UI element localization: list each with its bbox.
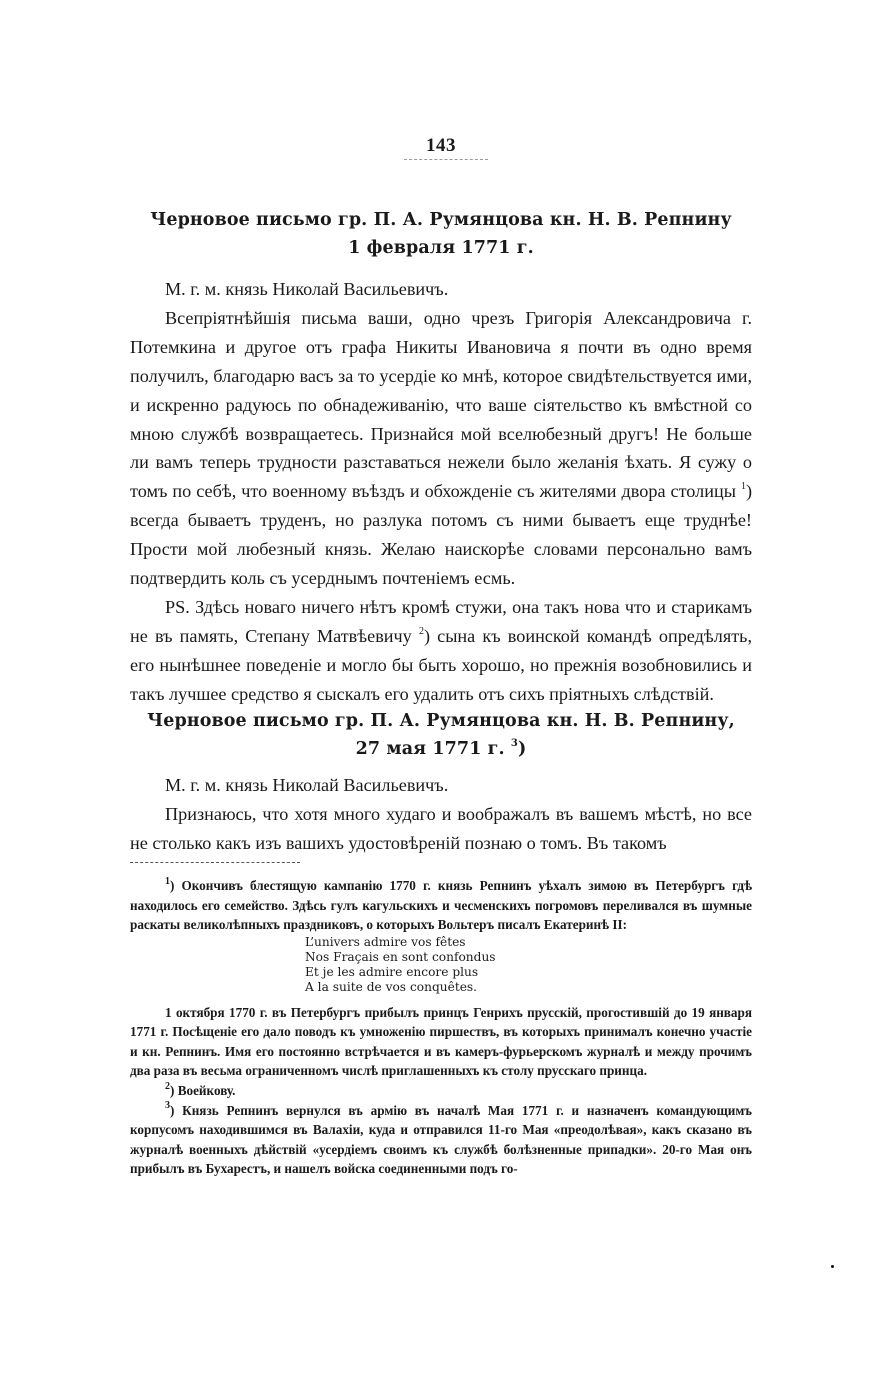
letter2-heading-title: Черновое письмо гр. П. А. Румянцова кн. Н. В. Репнину, [147, 711, 735, 731]
letter1-heading [130, 206, 752, 262]
letter1-paragraph-text: Всепріятнѣйшія письма ваши, одно чрезъ Григорія Александровича г. Потемкина и другое отъ графа Никиты Ивановича я почти въ одно время получилъ, благодарю васъ за то усердіе ко мнѣ, которое свидѣтельствуется ими, и искренно радуюсь по обнадеживанію, что ваше сіятельство къ вмѣстной со мною службѣ возвращаетесь. Признайся мой вселюбезный другъ! Не больше ли вамъ теперь трудности разставаться нежели было желанія ѣхать. Я сужу о томъ по себѣ, что военному въѣздъ и обхожденіе съ жителями двора столицы [130, 307, 752, 502]
letter1-body [130, 275, 752, 709]
footnote-1-continuation: 1 октября 1770 г. въ Петербургъ прибылъ принцъ Генрихъ прусскій, прогостившій до 19 января 1771 г. Посѣщеніе его дало поводъ къ умноженію пиршествъ, въ которыхъ принималъ конечно участіе и кн. Репнинъ. Имя его постоянно встрѣчается и въ камеръ-фурьерскомъ журналѣ и между прочимъ два раза въ весьма ограниченномъ числѣ приглашенныхъ къ столу прусскаго принца. [130, 1004, 752, 1079]
footnote-3-marker: 3 [165, 1100, 170, 1112]
letter1-salutation: М. г. м. князь Николай Васильевичъ. [165, 279, 449, 299]
footnote-ref-2[interactable]: 2 [418, 625, 424, 637]
letter2-heading-date: 27 мая 1771 г. [355, 739, 505, 759]
paren: ) [517, 739, 527, 759]
voltaire-verse [305, 935, 752, 996]
scan-speck [831, 1265, 834, 1268]
letter1-postscript [130, 593, 752, 709]
letter1-paragraph-text-cont: ) всегда бываетъ труденъ, но разлука потомъ съ ними бываетъ еще труднѣе! Прости мой любезный князь. Желаю наискорѣе словами персонально вамъ подтвердить коль съ усерднымъ почтеніемъ есмь. [130, 481, 752, 589]
footnote-2-text: ) Воейкову. [170, 1082, 236, 1098]
page-number: 143 [426, 135, 456, 156]
postscript-text-cont: ) сына къ воинской командѣ опредѣлять, его нынѣшнее поведеніе и могло бы быть хорошо, но прежнія возобновились и такъ лучшее средство я сыскалъ его удалить отъ сихъ пріятныхъ слѣдствій. [130, 625, 753, 704]
footnote-ref-3[interactable]: 3 [510, 738, 518, 750]
footnote-2 [130, 1081, 752, 1101]
letter1-heading-date: 1 февраля 1771 г. [348, 238, 534, 258]
letter2-paragraph: Признаюсь, что хотя много худаго и воображалъ въ вашемъ мѣстѣ, но все не столько какъ изъ вашихъ удостовѣреній познаю о томъ. Въ такомъ [130, 803, 752, 853]
letter2-heading [130, 707, 752, 763]
letter2-heading-date-line [130, 735, 752, 763]
letter1-heading-title: Черновое письмо гр. П. А. Румянцова кн. Н. В. Репнину [150, 210, 732, 230]
footnote-2-marker: 2 [165, 1080, 170, 1092]
verse-line: L’univers admire vos fêtes [305, 934, 466, 949]
postscript-text: PS. Здѣсь новаго ничего нѣтъ кромѣ стужи, она такъ нова что и старикамъ не въ память, Степану Матвѣевичу [130, 596, 752, 646]
footnote-ref-1[interactable]: 1 [740, 481, 746, 493]
footnote-1-text: ) Окончивъ блестящую кампанію 1770 г. князь Репнинъ уѣхалъ зимою въ Петербургъ гдѣ находилось его семейство. Здѣсь гулъ кагульскихъ и чесменскихъ погромовъ переливался въ шумные раскаты великолѣпныхъ праздниковъ, о которыхъ Вольтеръ писалъ Екатеринѣ II: [130, 878, 752, 933]
page-number-rule [404, 159, 488, 160]
footnote-3 [130, 1101, 752, 1179]
footnote-3-text: ) Князь Репнинъ вернулся въ армію въ началѣ Мая 1771 г. и назначенъ командующимъ корпусомъ находившимся въ Валахіи, куда и отправился 11-го Мая «преодолѣвая», какъ сказано въ журналѣ военныхъ дѣйствій «усердіемъ своимъ къ службѣ болѣзненные припадки». 20-го Мая онъ прибылъ въ Бухарестъ, и нашелъ войска соединенными подъ го- [130, 1102, 752, 1177]
verse-line: Et je les admire encore plus [305, 965, 479, 980]
verse-line: Nos Fraçais en sont confondus [305, 949, 496, 964]
letter1-paragraph [130, 304, 752, 593]
footnote-1 [130, 876, 752, 935]
verse-line: A la suite de vos conquêtes. [305, 980, 478, 995]
footnote-separator [130, 862, 300, 863]
letter2-salutation: М. г. м. князь Николай Васильевичъ. [165, 775, 449, 795]
footnotes [130, 876, 752, 1179]
letter2-body [130, 771, 752, 858]
footnote-1-marker: 1 [165, 875, 170, 887]
